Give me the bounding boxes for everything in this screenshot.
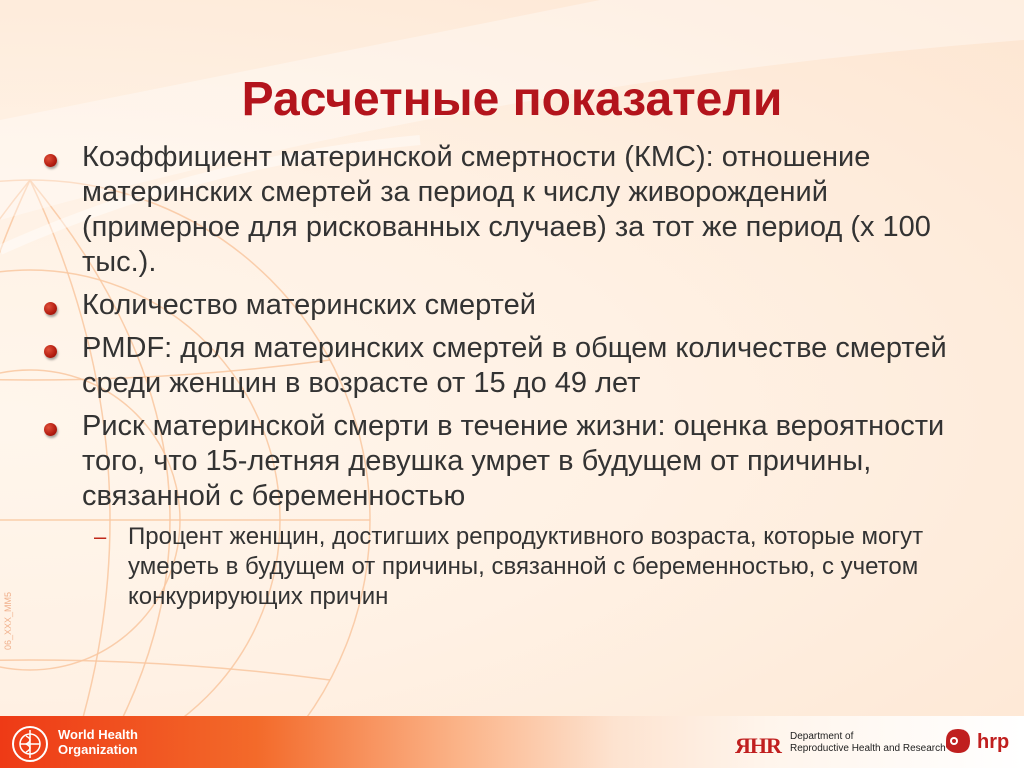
sub-list-item	[42, 522, 982, 612]
hrp-wordmark: hrp	[977, 731, 1010, 753]
list-item	[42, 140, 982, 280]
bullet-text: Коэффициент материнской смертности (КМС): отношение материнских смертей за период к числу живорождений (примерное для рискованных случаев) за тот же период (х 100 тыс.).	[82, 141, 931, 278]
dept-line-2: Reproductive Health and Research	[790, 743, 946, 754]
bullet-list	[42, 140, 982, 612]
rhr-logo: ЯHR	[735, 733, 781, 758]
slide-code: 06_XXX_MM5	[3, 591, 13, 650]
slide-title: Расчетные показатели	[241, 73, 783, 126]
who-line-1: World Health	[58, 727, 138, 742]
bullet-icon	[44, 154, 57, 167]
who-line-2: Organization	[58, 742, 138, 757]
list-item	[42, 409, 982, 514]
bullet-text: Риск материнской смерти в течение жизни: оценка вероятности того, что 15-летняя девушка умрет в будущем от причины, связанной с беременностью	[82, 410, 945, 512]
list-item	[42, 331, 982, 401]
dash-icon: –	[94, 524, 107, 549]
dept-line-1: Department of	[790, 731, 854, 742]
bullet-text: Количество материнских смертей	[82, 289, 536, 321]
bullet-text: PMDF: доля материнских смертей в общем количестве смертей среди женщин в возрасте от 15 до 49 лет	[82, 332, 947, 399]
hrp-mark-icon	[940, 725, 976, 757]
sub-bullet-text: Процент женщин, достигших репродуктивного возраста, которые могут умереть в будущем от причины, связанной с беременностью, с учетом конкурирующих причин	[128, 523, 924, 610]
department-label	[790, 731, 946, 755]
bullet-icon	[44, 302, 57, 315]
who-wordmark	[58, 727, 138, 757]
list-item	[42, 288, 982, 323]
who-emblem-icon	[10, 724, 50, 764]
bullet-icon	[44, 423, 57, 436]
bullet-icon	[44, 345, 57, 358]
